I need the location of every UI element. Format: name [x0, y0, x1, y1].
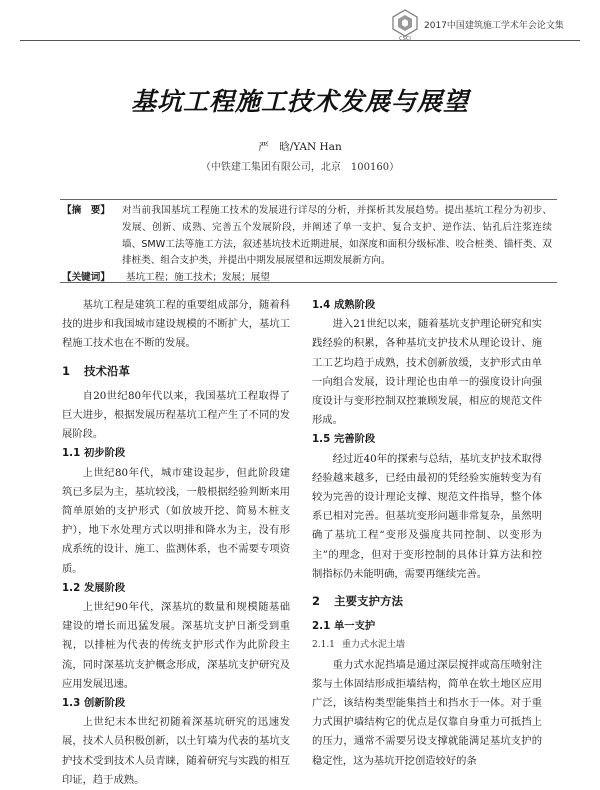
section-1-1-paragraph: 上世纪80年代，城市建设起步，但此阶段建筑已多层为主，基坑较浅，一般根据经验判断来用简单原始的支护形式（如放坡开挖、简易木桩支护），地下水处理方式以明排和降水为主，没有形成系统的设计、施工、监测体系，也不需要专项资质。	[62, 466, 290, 575]
section-number: 2.1.1	[312, 640, 335, 651]
section-number: 2.1	[312, 620, 331, 633]
section-number: 1	[62, 363, 71, 378]
section-number: 2	[312, 594, 321, 609]
abstract-bottom-rule	[60, 282, 557, 283]
section-1-5-paragraph: 经过近40年的探索与总结，基坑支护技术取得经验越来越多，已经由最初的凭经验实施转变为有较为完善的设计理论支撑、规范文件指导，整个体系已相对完善。但基坑变形问题非常复杂，虽然明确了基坑工程“变形及强度共同控制、以变形为主”的理念，但对于变形控制的具体计算方法和控制指标仍未能明确，需要再继续完善。	[312, 452, 542, 580]
section-1-3-paragraph: 上世纪末本世纪初随着深基坑研究的迅速发展，技术人员积极创新，以土钉墙为代表的基坑支护技术受到技术人员青睐，随着研究与实践的相互印证，趋于成熟。	[62, 716, 290, 786]
abstract-block	[62, 203, 552, 287]
section-number: 1.5	[312, 433, 331, 446]
section-1-4-heading	[312, 296, 542, 315]
paper-affiliation: （中铁建工集团有限公司，北京 100160）	[200, 162, 400, 173]
section-number: 1.4	[312, 299, 331, 311]
proceedings-title: 2017中国建筑施工学术年会论文集	[424, 21, 564, 31]
section-1-heading	[62, 362, 290, 381]
section-title: 创新阶段	[84, 697, 126, 710]
paper-author: 严 晗/YAN Han	[258, 141, 342, 153]
section-1-2-heading	[62, 579, 290, 598]
section-title: 主要支护方法	[334, 594, 403, 609]
section-number: 1.2	[62, 581, 81, 594]
section-1-5-heading	[312, 430, 542, 449]
left-column	[62, 296, 290, 790]
section-2-1-heading	[312, 617, 542, 636]
section-number: 1.1	[62, 447, 81, 460]
section-1-2-paragraph: 上世纪90年代，深基坑的数量和规模随基础建设的增长而迅猛发展。深基坑支护日渐受到重视，以排桩为代表的传统支护形式作为此阶段主流，同时深基坑支护概念形成，深基坑支护研究及应用发展迅速。	[62, 601, 290, 690]
section-1-paragraph: 自20世纪80年代以来，我国基坑工程取得了巨大进步，根据发展历程基坑工程产生了不同的发展阶段。	[62, 389, 290, 441]
section-2-1-1-paragraph: 重力式水泥挡墙是通过深层搅拌或高压喷射注浆与土体固结形成拒墙结构，简单在软土地区应用广泛，该结构类型能集挡土和挡水于一体。对于重力式围护墙结构它的优点是仅靠自身重力可抵挡上的压力，通常不需要另设支撑就能满足基坑支护的稳定性，这为基坑开挖创造较好的条	[312, 658, 542, 767]
section-title: 发展阶段	[84, 581, 126, 594]
right-column	[312, 296, 542, 771]
keywords-label: 【关键词】	[62, 272, 110, 284]
running-header	[28, 8, 580, 42]
section-title: 完善阶段	[334, 433, 376, 446]
section-1-1-heading	[62, 444, 290, 463]
section-2-heading	[312, 592, 542, 611]
section-2-1-1-heading	[312, 636, 542, 655]
intro-paragraph: 基坑工程是建筑工程的重要组成部分，随着科技的进步和我国城市建设规模的不断扩大，基坑工程施工技术也在不断的发展。	[62, 299, 290, 350]
abstract-top-rule	[60, 199, 557, 200]
section-1-3-heading	[62, 694, 290, 713]
paper-title: 基坑工程施工技术发展与展望	[130, 87, 469, 116]
logo-caption: CSCI	[399, 36, 411, 42]
header-divider	[20, 40, 580, 41]
section-title: 成熟阶段	[334, 299, 376, 311]
section-1-4-paragraph: 进入21世纪以来，随着基坑支护理论研究和实践经验的积累，各种基坑支护技术从理论设计、施工工艺均趋于成熟，技术创新放缓，支护形式由单一向组合发展，设计理论也由单一的强度设计向强度设计与变形控制双控兼顾发展，相应的规范文件形成。	[312, 318, 542, 427]
section-number: 1.3	[62, 697, 81, 710]
section-title: 重力式水泥土墙	[342, 640, 406, 651]
section-title: 单一支护	[334, 620, 376, 633]
csci-logo-icon	[390, 8, 420, 38]
section-title: 技术沿革	[84, 363, 130, 378]
keywords-text: 基坑工程；施工技术；发展；展望	[126, 272, 270, 284]
section-title: 初步阶段	[84, 447, 126, 460]
abstract-label: 【摘 要】	[62, 205, 110, 216]
abstract-text: 对当前我国基坑工程施工技术的发展进行详尽的分析，并探析其发展趋势。提出基坑工程分为初步、发展、创新、成熟、完善五个发展阶段，并阐述了单一支护、复合支护、逆作法、钻孔后注浆连续墙、SMW工法等施工方法，叙述基坑技术近期进展，如深度和面积分级标准、咬合桩类、锚杆类、双排桩类、组合支护类，并提出中期发展展望和远期发展新方向。	[122, 205, 552, 267]
